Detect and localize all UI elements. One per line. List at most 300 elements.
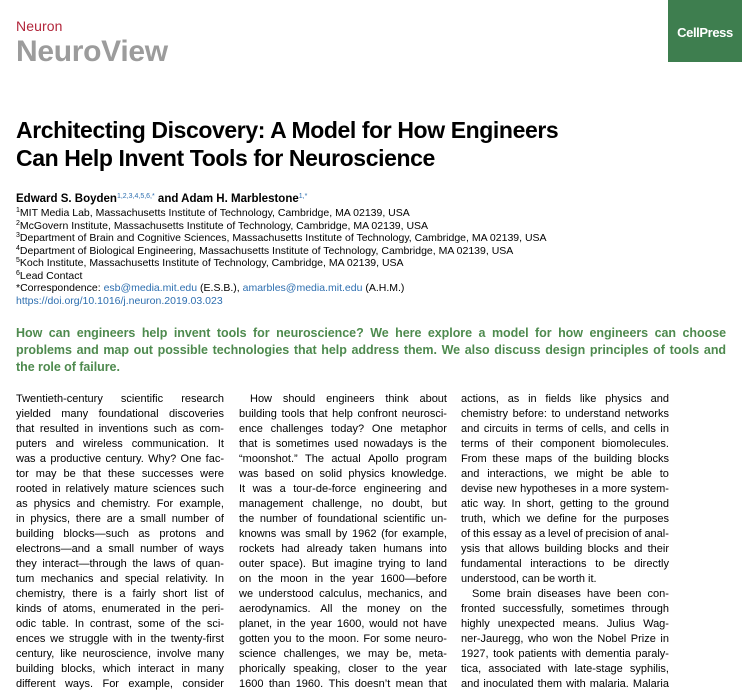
word: a bbox=[279, 483, 286, 495]
section-name: NeuroView bbox=[16, 35, 168, 68]
word: inventions bbox=[98, 423, 149, 435]
word: their bbox=[647, 543, 669, 555]
word: com- bbox=[199, 423, 224, 435]
word: wireless bbox=[83, 438, 123, 450]
word: neuro- bbox=[415, 633, 447, 645]
word: highly bbox=[461, 618, 490, 630]
word: mature bbox=[113, 483, 149, 495]
abstract: How can engineers help invent tools for neuroscience? We here explore a model for how engineers can choose problems and map out possible technologies that help address them. We also discuss design principles of tools and the role of failure. bbox=[16, 326, 726, 374]
word: chemistry. bbox=[101, 498, 151, 510]
word: mechanics, bbox=[367, 588, 424, 600]
word: a bbox=[128, 513, 135, 525]
word: involve bbox=[156, 648, 192, 660]
word: fronted bbox=[461, 603, 496, 615]
body-text-line bbox=[461, 602, 669, 617]
word: challenge, bbox=[312, 498, 363, 510]
word: yielded bbox=[16, 408, 51, 420]
body-text-line bbox=[461, 617, 669, 632]
word: sci- bbox=[206, 618, 224, 630]
word: as bbox=[507, 393, 520, 405]
word: quan- bbox=[195, 558, 224, 570]
word: building bbox=[16, 663, 54, 675]
word: example, bbox=[179, 498, 224, 510]
body-text-line bbox=[239, 647, 447, 662]
body-text-line bbox=[16, 557, 224, 572]
word: we bbox=[239, 588, 254, 600]
word: their bbox=[511, 438, 534, 450]
word: but bbox=[431, 498, 447, 510]
word: kinds bbox=[16, 603, 42, 615]
word: short, bbox=[526, 498, 555, 510]
word: doubt, bbox=[392, 498, 423, 510]
word: list bbox=[194, 588, 208, 600]
body-text-line bbox=[461, 437, 669, 452]
word: tour-de-force bbox=[293, 483, 357, 495]
word: the bbox=[150, 633, 166, 645]
word: inoculated bbox=[483, 678, 534, 690]
word: ground bbox=[634, 498, 669, 510]
email-link[interactable]: esb@media.mit.edu bbox=[103, 282, 198, 294]
word: a bbox=[592, 483, 599, 495]
body-text-line bbox=[239, 557, 447, 572]
word: patients bbox=[518, 648, 557, 660]
word: In bbox=[74, 618, 85, 630]
word: think bbox=[385, 393, 409, 405]
word: contrast, bbox=[89, 618, 133, 630]
word: moon bbox=[280, 573, 308, 585]
word: to bbox=[595, 558, 605, 570]
word: with bbox=[112, 633, 133, 645]
word: is bbox=[104, 588, 113, 600]
word: and bbox=[611, 423, 630, 435]
word: through bbox=[631, 603, 669, 615]
word: the bbox=[290, 618, 306, 630]
word: small bbox=[305, 528, 331, 540]
body-text-line bbox=[239, 482, 447, 497]
body-text-line bbox=[239, 392, 447, 407]
body-text-line bbox=[239, 512, 447, 527]
word: may bbox=[35, 468, 57, 480]
word: money bbox=[367, 603, 401, 615]
publisher-logo-text: CellPress bbox=[677, 25, 733, 40]
word: Apollo bbox=[368, 453, 399, 465]
email-link[interactable]: amarbles@media.mit.edu bbox=[242, 282, 363, 294]
word: them bbox=[537, 678, 563, 690]
word: Nobel bbox=[597, 633, 627, 645]
word: in bbox=[528, 393, 537, 405]
word: tor bbox=[16, 468, 29, 480]
word: fac- bbox=[205, 453, 224, 465]
author-affiliation-marks[interactable]: 1,2,3,4,5,6,* bbox=[116, 193, 155, 200]
word: doesn’t bbox=[354, 678, 391, 690]
word: which bbox=[102, 663, 131, 675]
word: syphilis, bbox=[629, 663, 669, 675]
word: to bbox=[551, 408, 561, 420]
word: the bbox=[613, 498, 629, 510]
word: be, bbox=[396, 648, 412, 660]
word: was bbox=[252, 483, 273, 495]
word: was bbox=[281, 528, 301, 540]
word: rockets bbox=[239, 543, 275, 555]
word: How bbox=[250, 393, 273, 405]
word: there bbox=[75, 513, 101, 525]
word: communication. bbox=[131, 438, 209, 450]
word: interactions bbox=[530, 558, 587, 570]
word: circuits bbox=[483, 423, 519, 435]
word: like bbox=[579, 393, 597, 405]
word: late-stage bbox=[574, 663, 623, 675]
word: the bbox=[402, 663, 418, 675]
word: the bbox=[180, 603, 196, 615]
word: odic bbox=[16, 618, 37, 630]
doi-link[interactable]: https://doi.org/10.1016/j.neuron.2019.03.023 bbox=[16, 294, 223, 307]
word: these bbox=[492, 453, 520, 465]
word: was bbox=[239, 468, 259, 480]
word: year bbox=[425, 663, 447, 675]
word: like bbox=[60, 648, 77, 660]
word: cells bbox=[633, 423, 656, 435]
word: In bbox=[214, 573, 224, 585]
word: The bbox=[305, 453, 325, 465]
word: closer bbox=[348, 663, 378, 675]
word: and bbox=[624, 543, 643, 555]
word: to bbox=[659, 468, 669, 480]
word: taken bbox=[349, 543, 377, 555]
word: electrons—and bbox=[16, 543, 90, 555]
word: One bbox=[180, 453, 202, 465]
word: dementia bbox=[585, 648, 631, 660]
word: twenty-first bbox=[170, 633, 224, 645]
word: to bbox=[295, 633, 305, 645]
word: may bbox=[368, 648, 389, 660]
word: small bbox=[108, 543, 135, 555]
word: and bbox=[55, 438, 74, 450]
word: purposes bbox=[623, 513, 669, 525]
word: For bbox=[102, 678, 119, 690]
word: level bbox=[548, 528, 571, 540]
word: used bbox=[334, 438, 359, 450]
word: is bbox=[262, 438, 271, 450]
word: From bbox=[461, 453, 487, 465]
word: number bbox=[171, 513, 209, 525]
word: research bbox=[181, 393, 224, 405]
word: in bbox=[276, 618, 286, 630]
word: be bbox=[611, 468, 624, 480]
word: challenges, bbox=[283, 648, 340, 660]
word: in bbox=[166, 603, 175, 615]
word: many bbox=[61, 408, 89, 420]
word: hypotheses bbox=[520, 483, 577, 495]
body-text-line bbox=[16, 512, 224, 527]
body-text-line bbox=[461, 497, 669, 512]
word: outer bbox=[239, 558, 265, 570]
word: example, bbox=[128, 678, 173, 690]
word: to bbox=[411, 558, 421, 570]
word: define bbox=[546, 513, 577, 525]
word: in bbox=[16, 513, 25, 525]
word: moon. bbox=[328, 633, 360, 645]
word: space). bbox=[269, 558, 306, 570]
word: different bbox=[16, 678, 56, 690]
word: you bbox=[273, 633, 292, 645]
word: building bbox=[16, 528, 54, 540]
body-text-line bbox=[461, 542, 669, 557]
word: tica, bbox=[461, 663, 482, 675]
word: ences bbox=[16, 633, 46, 645]
word: with bbox=[561, 648, 582, 660]
word: special bbox=[124, 573, 160, 585]
word: essay bbox=[493, 528, 522, 540]
word: of bbox=[170, 618, 180, 630]
word: management bbox=[239, 498, 304, 510]
word: It bbox=[217, 438, 224, 450]
word: un- bbox=[431, 513, 447, 525]
word: the bbox=[309, 633, 325, 645]
word: metaphor bbox=[400, 423, 447, 435]
word: enumerated bbox=[101, 603, 161, 615]
word: many bbox=[197, 663, 224, 675]
word: laws bbox=[153, 558, 176, 570]
word: blocks bbox=[587, 543, 619, 555]
word: and bbox=[461, 423, 480, 435]
word: number bbox=[140, 543, 178, 555]
word: there bbox=[72, 588, 98, 600]
word: and bbox=[76, 498, 96, 510]
word: that bbox=[239, 438, 258, 450]
word: help bbox=[332, 408, 353, 420]
word: and bbox=[650, 393, 669, 405]
word: Some bbox=[472, 588, 501, 600]
word: a bbox=[96, 543, 103, 555]
word: as bbox=[16, 498, 28, 510]
word: interact bbox=[137, 663, 175, 675]
body-text-line bbox=[461, 557, 669, 572]
word: century, bbox=[16, 648, 55, 660]
word: mean bbox=[395, 678, 424, 690]
word: to bbox=[385, 663, 395, 675]
word: component bbox=[540, 438, 595, 450]
word: of bbox=[461, 528, 471, 540]
affiliation: $^5$Koch Institute, Massachusetts Institute of Technology, Cambridge, MA 02139, USA bbox=[16, 257, 404, 269]
word: productive bbox=[50, 453, 102, 465]
word: the bbox=[572, 453, 589, 465]
word: would bbox=[369, 618, 399, 630]
body-text-line bbox=[16, 467, 224, 482]
word: relatively bbox=[65, 483, 109, 495]
word: for bbox=[583, 513, 596, 525]
word: challenges bbox=[270, 423, 324, 435]
word: century. bbox=[105, 453, 144, 465]
word: of bbox=[214, 588, 224, 600]
word: some bbox=[137, 618, 165, 630]
body-text-line bbox=[239, 437, 447, 452]
word: more bbox=[601, 483, 627, 495]
body-text-line bbox=[16, 572, 224, 587]
word: atic bbox=[461, 498, 479, 510]
word: building bbox=[544, 543, 583, 555]
word: have bbox=[423, 618, 447, 630]
word: these bbox=[107, 468, 135, 480]
word: be bbox=[542, 573, 556, 585]
body-text-line bbox=[16, 497, 224, 512]
word: struggle bbox=[69, 633, 109, 645]
word: of bbox=[183, 543, 193, 555]
body-text-line bbox=[239, 542, 447, 557]
word: that bbox=[485, 543, 504, 555]
word: cells, bbox=[581, 423, 607, 435]
word: already bbox=[306, 543, 343, 555]
word: as bbox=[524, 528, 537, 540]
word: example, bbox=[402, 528, 447, 540]
word: that bbox=[428, 678, 447, 690]
word: as bbox=[138, 528, 150, 540]
word: year bbox=[352, 573, 374, 585]
word: new bbox=[496, 483, 517, 495]
word: con- bbox=[647, 588, 669, 600]
word: on bbox=[409, 603, 422, 615]
body-text-line bbox=[16, 482, 224, 497]
word: fields bbox=[545, 393, 572, 405]
word: of bbox=[632, 528, 642, 540]
body-text-line bbox=[461, 587, 669, 602]
body-text-line bbox=[239, 617, 447, 632]
word: they bbox=[16, 558, 37, 570]
word: 1600, bbox=[336, 618, 365, 630]
word: year bbox=[310, 618, 332, 630]
word: sometimes bbox=[571, 603, 625, 615]
body-text-line bbox=[239, 497, 447, 512]
word: way. bbox=[483, 498, 506, 510]
word: in bbox=[52, 483, 61, 495]
word: (for bbox=[381, 528, 398, 540]
word: and bbox=[99, 573, 119, 585]
word: neuroscience, bbox=[82, 648, 152, 660]
word: was bbox=[16, 453, 36, 465]
word: chemistry, bbox=[16, 588, 66, 600]
word: physics bbox=[605, 393, 642, 405]
body-text-line bbox=[461, 527, 669, 542]
word: getting bbox=[559, 498, 593, 510]
word: system- bbox=[630, 483, 669, 495]
word: short bbox=[162, 588, 188, 600]
word: fairly bbox=[132, 588, 156, 600]
word: maps bbox=[525, 453, 553, 465]
word: engineering bbox=[363, 483, 422, 495]
word: One bbox=[371, 423, 393, 435]
word: Malaria bbox=[632, 678, 669, 690]
word: that bbox=[16, 423, 35, 435]
word: networks bbox=[624, 408, 669, 420]
body-text-line bbox=[239, 407, 447, 422]
word: a bbox=[39, 453, 47, 465]
word: based bbox=[264, 468, 295, 480]
body-text-line bbox=[461, 452, 669, 467]
affiliation: $^4$Department of Biological Engineering, Massachusetts Institute of Technology, Cambridge, MA 02139, USA bbox=[16, 244, 514, 257]
body-column bbox=[239, 392, 447, 692]
word: directly bbox=[634, 558, 669, 570]
word: physics, bbox=[30, 513, 71, 525]
word: a bbox=[119, 588, 126, 600]
word: foundational bbox=[317, 513, 378, 525]
word: consider bbox=[182, 678, 224, 690]
body-text-line bbox=[461, 632, 669, 647]
body-text-line bbox=[461, 467, 669, 482]
word: paraly- bbox=[635, 648, 669, 660]
word: foundational bbox=[98, 408, 159, 420]
word: have bbox=[586, 588, 611, 600]
word: diseases bbox=[537, 588, 581, 600]
author-affiliation-marks[interactable]: 1,* bbox=[298, 193, 308, 200]
word: in bbox=[137, 633, 146, 645]
word: discoveries bbox=[168, 408, 224, 420]
word: relativity. bbox=[165, 573, 209, 585]
word: puters bbox=[16, 438, 47, 450]
word: the bbox=[132, 558, 148, 570]
word: protons bbox=[159, 528, 197, 540]
body-text-line bbox=[239, 527, 447, 542]
word: It bbox=[239, 483, 246, 495]
word: we bbox=[526, 513, 541, 525]
word: number bbox=[259, 513, 298, 525]
word: Prize bbox=[630, 633, 656, 645]
word: the bbox=[239, 513, 255, 525]
word: than bbox=[268, 678, 291, 690]
word: in bbox=[314, 573, 324, 585]
word: terms bbox=[461, 438, 489, 450]
word: unexpected bbox=[497, 618, 555, 630]
word: which bbox=[492, 513, 521, 525]
word: allows bbox=[508, 543, 540, 555]
word: physics bbox=[33, 498, 71, 510]
word: it. bbox=[588, 573, 597, 585]
author-line bbox=[16, 193, 307, 205]
word: aerodynamics. bbox=[239, 603, 311, 615]
word: chemistry bbox=[461, 408, 509, 420]
word: In bbox=[511, 498, 521, 510]
body-text-line bbox=[16, 422, 224, 437]
word: malaria. bbox=[589, 678, 629, 690]
body-text-line bbox=[239, 632, 447, 647]
word: biomolecules. bbox=[601, 438, 669, 450]
word: today? bbox=[331, 423, 365, 435]
word: the bbox=[342, 603, 358, 615]
body-text-line bbox=[461, 677, 669, 692]
word: rooted bbox=[16, 483, 48, 495]
word: before: bbox=[512, 408, 547, 420]
word: such bbox=[200, 483, 224, 495]
word: understand bbox=[565, 408, 621, 420]
body-text-line bbox=[239, 602, 447, 617]
word: of bbox=[557, 453, 568, 465]
body-text-line bbox=[16, 542, 224, 557]
word: of bbox=[47, 603, 57, 615]
word: in bbox=[660, 633, 669, 645]
body-text-line bbox=[16, 677, 224, 692]
body-text-line bbox=[239, 422, 447, 437]
word: in bbox=[181, 663, 190, 675]
word: in bbox=[522, 423, 532, 435]
word: land bbox=[426, 558, 447, 570]
word: 1600—before bbox=[380, 573, 447, 585]
word: be bbox=[63, 468, 76, 480]
word: that bbox=[82, 468, 102, 480]
word: “moonshot.” bbox=[239, 453, 298, 465]
word: trying bbox=[378, 558, 406, 570]
word: might bbox=[576, 468, 604, 480]
word: planet, bbox=[239, 618, 273, 630]
body-text-line bbox=[461, 422, 669, 437]
body-text-line bbox=[239, 677, 447, 692]
